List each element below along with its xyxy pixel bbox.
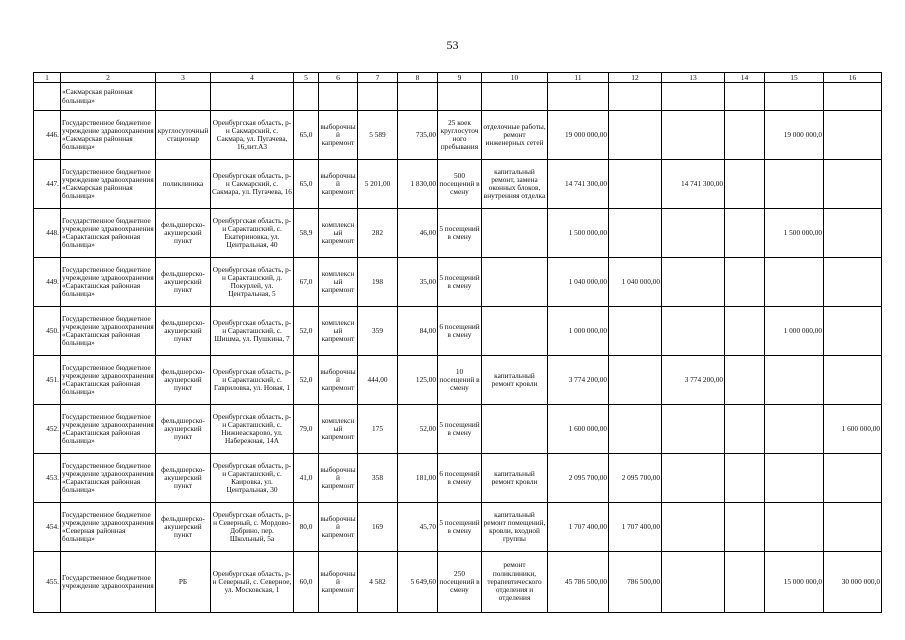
continuation-cell [482,83,548,111]
total-amount-cell: 1 600 000,00 [548,405,609,454]
table-row [34,503,882,552]
amount-col-12-cell [609,307,662,356]
wear-percent-cell: 52,0 [294,356,319,405]
area-cell: 444,00 [358,356,398,405]
amount-col-12-cell [609,356,662,405]
wear-percent-cell: 60,0 [294,552,319,613]
institution-name-cell: Государственное бюджетное учреждение здравоохранения «Саракташская районная больница» [61,405,156,454]
institution-name-cell: Государственное бюджетное учреждение здравоохранения «Северная районная больница» [61,503,156,552]
cost-per-unit-cell: 735,00 [398,111,438,160]
amount-col-13-cell [662,503,725,552]
wear-percent-cell: 65,0 [294,160,319,209]
amount-col-13-cell [662,258,725,307]
cost-per-unit-cell: 84,00 [398,307,438,356]
row-number-cell: 454. [34,503,61,552]
capacity-cell: 25 коек круглосуточного пребывания [438,111,482,160]
amount-col-16-cell [824,307,882,356]
address-cell: Оренбургская область, р-н Саракташский, с. Нижнеаскарово, ул. Набережная, 14А [211,405,294,454]
continuation-cell: «Сакмарская районная больница» [61,83,156,111]
amount-col-16-cell [824,209,882,258]
area-cell: 5 201,00 [358,160,398,209]
amount-col-12-cell [609,405,662,454]
amount-col-16-cell [824,356,882,405]
row-number-cell: 453. [34,454,61,503]
capacity-cell: 500 посещений в смену [438,160,482,209]
total-amount-cell: 1 500 000,00 [548,209,609,258]
continuation-cell [211,83,294,111]
work-type-cell: выборочный капремонт [319,552,358,613]
address-cell: Оренбургская область, р-н Саракташский, с. Гавриловка, ул. Новая, 1 [211,356,294,405]
continuation-cell [156,83,211,111]
work-description-cell [482,307,548,356]
area-cell: 4 582 [358,552,398,613]
table-row [34,258,882,307]
wear-percent-cell: 58,9 [294,209,319,258]
amount-col-13-cell [662,454,725,503]
amount-col-16-cell [824,503,882,552]
row-number-cell: 451. [34,356,61,405]
work-description-cell: капитальный ремонт кровли [482,454,548,503]
amount-col-12-cell: 786 500,00 [609,552,662,613]
table-row [34,405,882,454]
work-description-cell: капитальный ремонт помещений, кровли, входной группы [482,503,548,552]
amount-col-13-cell [662,552,725,613]
total-amount-cell: 45 786 500,00 [548,552,609,613]
amount-col-14-cell [725,503,765,552]
total-amount-cell: 1 000 000,00 [548,307,609,356]
cost-per-unit-cell: 1 830,00 [398,160,438,209]
facility-type-cell: поликлиника [156,160,211,209]
capacity-cell: 5 посещений в смену [438,209,482,258]
amount-col-13-cell [662,405,725,454]
area-cell: 175 [358,405,398,454]
institution-name-cell: Государственное бюджетное учреждение здравоохранения [61,552,156,613]
amount-col-13-cell: 3 774 200,00 [662,356,725,405]
continuation-cell [294,83,319,111]
header-cell: 14 [725,73,765,83]
table-row [34,307,882,356]
amount-col-16-cell [824,111,882,160]
amount-col-15-cell [765,356,824,405]
total-amount-cell: 3 774 200,00 [548,356,609,405]
work-description-cell: отделочные работы, ремонт инженерных сетей [482,111,548,160]
facility-type-cell: фельдшерско-акушерский пункт [156,307,211,356]
facility-type-cell: РБ [156,552,211,613]
amount-col-12-cell [609,111,662,160]
area-cell: 5 589 [358,111,398,160]
area-cell: 282 [358,209,398,258]
row-number-cell: 448. [34,209,61,258]
amount-col-15-cell: 19 000 000,0 [765,111,824,160]
header-cell: 11 [548,73,609,83]
continuation-cell [662,83,725,111]
address-cell: Оренбургская область, р-н Северный, с. Северное, ул. Московская, 1 [211,552,294,613]
amount-col-12-cell: 1 040 000,00 [609,258,662,307]
facility-type-cell: фельдшерско-акушерский пункт [156,405,211,454]
amount-col-15-cell [765,503,824,552]
amount-col-16-cell: 30 000 000,0 [824,552,882,613]
cost-per-unit-cell: 125,00 [398,356,438,405]
amount-col-15-cell: 1 500 000,00 [765,209,824,258]
cost-per-unit-cell: 45,70 [398,503,438,552]
header-cell: 3 [156,73,211,83]
continuation-cell [358,83,398,111]
continuation-cell [438,83,482,111]
total-amount-cell: 2 095 700,00 [548,454,609,503]
facility-type-cell: фельдшерско-акушерский пункт [156,258,211,307]
total-amount-cell: 1 707 400,00 [548,503,609,552]
cost-per-unit-cell: 5 649,60 [398,552,438,613]
wear-percent-cell: 80,0 [294,503,319,552]
cost-per-unit-cell: 35,00 [398,258,438,307]
work-type-cell: выборочный капремонт [319,356,358,405]
amount-col-15-cell [765,258,824,307]
work-type-cell: комплексный капремонт [319,405,358,454]
wear-percent-cell: 79,0 [294,405,319,454]
table-row [34,209,882,258]
capacity-cell: 10 посещений в смену [438,356,482,405]
page-number: 53 [446,38,459,52]
header-cell: 6 [319,73,358,83]
total-amount-cell: 14 741 300,00 [548,160,609,209]
amount-col-14-cell [725,454,765,503]
amount-col-15-cell: 1 000 000,00 [765,307,824,356]
amount-col-14-cell [725,209,765,258]
facility-type-cell: фельдшерско-акушерский пункт [156,356,211,405]
wear-percent-cell: 65,0 [294,111,319,160]
capacity-cell: 5 посещений в смену [438,503,482,552]
header-cell: 5 [294,73,319,83]
institution-name-cell: Государственное бюджетное учреждение здравоохранения «Сакмарская районная больница» [61,160,156,209]
facility-type-cell: круглосуточный стационар [156,111,211,160]
row-number-cell: 450. [34,307,61,356]
capacity-cell: 6 посещений в смену [438,307,482,356]
row-number-cell: 449. [34,258,61,307]
address-cell: Оренбургская область, р-н Саракташский, с. Каировка, ул. Центральная, 30 [211,454,294,503]
amount-col-14-cell [725,307,765,356]
institution-name-cell: Государственное бюджетное учреждение здравоохранения «Саракташская районная больница» [61,356,156,405]
institution-name-cell: Государственное бюджетное учреждение здравоохранения «Саракташская районная больница» [61,307,156,356]
work-description-cell [482,258,548,307]
work-description-cell [482,405,548,454]
facility-type-cell: фельдшерско-акушерский пункт [156,209,211,258]
amount-col-12-cell: 2 095 700,00 [609,454,662,503]
amount-col-13-cell: 14 741 300,00 [662,160,725,209]
area-cell: 358 [358,454,398,503]
address-cell: Оренбургская область, р-н Сакмарский, с. Сакмара, ул. Пугачева, 16 [211,160,294,209]
table-row [34,111,882,160]
total-amount-cell: 19 000 000,00 [548,111,609,160]
table-row [34,356,882,405]
amount-col-15-cell [765,160,824,209]
work-description-cell: капитальный ремонт, замена оконных блоков, внутренняя отделка [482,160,548,209]
continuation-cell [548,83,609,111]
capacity-cell: 5 посещений в смену [438,405,482,454]
work-type-cell: комплексный капремонт [319,307,358,356]
header-cell: 9 [438,73,482,83]
work-type-cell: выборочный капремонт [319,111,358,160]
work-description-cell: ремонт поликлиники, терапевтического отделения и отделения [482,552,548,613]
amount-col-12-cell [609,160,662,209]
row-number-cell: 447. [34,160,61,209]
header-cell: 10 [482,73,548,83]
continuation-cell [609,83,662,111]
work-type-cell: комплексный капремонт [319,209,358,258]
capacity-cell: 250 посещений в смену [438,552,482,613]
table-header-row [34,73,882,83]
amount-col-14-cell [725,356,765,405]
header-cell: 12 [609,73,662,83]
header-cell: 13 [662,73,725,83]
address-cell: Оренбургская область, р-н Саракташский, с. Екатериновка, ул. Центральная, 40 [211,209,294,258]
work-description-cell: капитальный ремонт кровли [482,356,548,405]
header-cell: 1 [34,73,61,83]
row-number-cell: 455. [34,552,61,613]
capacity-cell: 5 посещений в смену [438,258,482,307]
amount-col-13-cell [662,111,725,160]
row-number-cell: 452. [34,405,61,454]
header-cell: 8 [398,73,438,83]
work-type-cell: выборочный капремонт [319,454,358,503]
amount-col-12-cell [609,209,662,258]
amount-col-15-cell [765,454,824,503]
continuation-cell [725,83,765,111]
facility-type-cell: фельдшерско-акушерский пункт [156,454,211,503]
institution-name-cell: Государственное бюджетное учреждение здравоохранения «Саракташская районная больница» [61,209,156,258]
row-number-cell: 446. [34,111,61,160]
continuation-cell [824,83,882,111]
amount-col-16-cell [824,454,882,503]
continuation-cell [319,83,358,111]
table-row [34,552,882,613]
header-cell: 4 [211,73,294,83]
table-row [34,454,882,503]
header-cell: 16 [824,73,882,83]
table-row [34,160,882,209]
amount-col-14-cell [725,258,765,307]
amount-col-15-cell [765,405,824,454]
work-description-cell [482,209,548,258]
amount-col-16-cell: 1 600 000,00 [824,405,882,454]
capital-repair-table [33,72,882,613]
address-cell: Оренбургская область, р-н Саракташский, с. Шишма, ул. Пушкина, 7 [211,307,294,356]
amount-col-14-cell [725,405,765,454]
header-cell: 2 [61,73,156,83]
cost-per-unit-cell: 181,00 [398,454,438,503]
address-cell: Оренбургская область, р-н Северный, с. Мордово-Добрино, пер. Школьный, 5а [211,503,294,552]
area-cell: 359 [358,307,398,356]
amount-col-16-cell [824,258,882,307]
continuation-cell [34,83,61,111]
work-type-cell: выборочный капремонт [319,160,358,209]
continuation-cell [398,83,438,111]
area-cell: 198 [358,258,398,307]
area-cell: 169 [358,503,398,552]
header-cell: 7 [358,73,398,83]
capacity-cell: 6 посещений в смену [438,454,482,503]
amount-col-16-cell [824,160,882,209]
total-amount-cell: 1 040 000,00 [548,258,609,307]
amount-col-14-cell [725,111,765,160]
amount-col-14-cell [725,552,765,613]
amount-col-12-cell: 1 707 400,00 [609,503,662,552]
amount-col-14-cell [725,160,765,209]
header-cell: 15 [765,73,824,83]
table-continuation-row [34,83,882,111]
wear-percent-cell: 67,0 [294,258,319,307]
institution-name-cell: Государственное бюджетное учреждение здравоохранения «Саракташская районная больница» [61,258,156,307]
amount-col-13-cell [662,209,725,258]
facility-type-cell: фельдшерско-акушерский пункт [156,503,211,552]
continuation-cell [765,83,824,111]
amount-col-13-cell [662,307,725,356]
work-type-cell: выборочный капремонт [319,503,358,552]
address-cell: Оренбургская область, р-н Саракташский, д. Покурлей, ул. Центральная, 5 [211,258,294,307]
address-cell: Оренбургская область, р-н Сакмарский, с. Сакмара, ул. Пугачева, 16,лит.А3 [211,111,294,160]
institution-name-cell: Государственное бюджетное учреждение здравоохранения «Саракташская районная больница» [61,454,156,503]
wear-percent-cell: 41,0 [294,454,319,503]
amount-col-15-cell: 15 000 000,0 [765,552,824,613]
cost-per-unit-cell: 52,00 [398,405,438,454]
wear-percent-cell: 52,0 [294,307,319,356]
institution-name-cell: Государственное бюджетное учреждение здравоохранения «Сакмарская районная больница» [61,111,156,160]
table-body [34,111,882,613]
cost-per-unit-cell: 46,00 [398,209,438,258]
work-type-cell: комплексный капремонт [319,258,358,307]
